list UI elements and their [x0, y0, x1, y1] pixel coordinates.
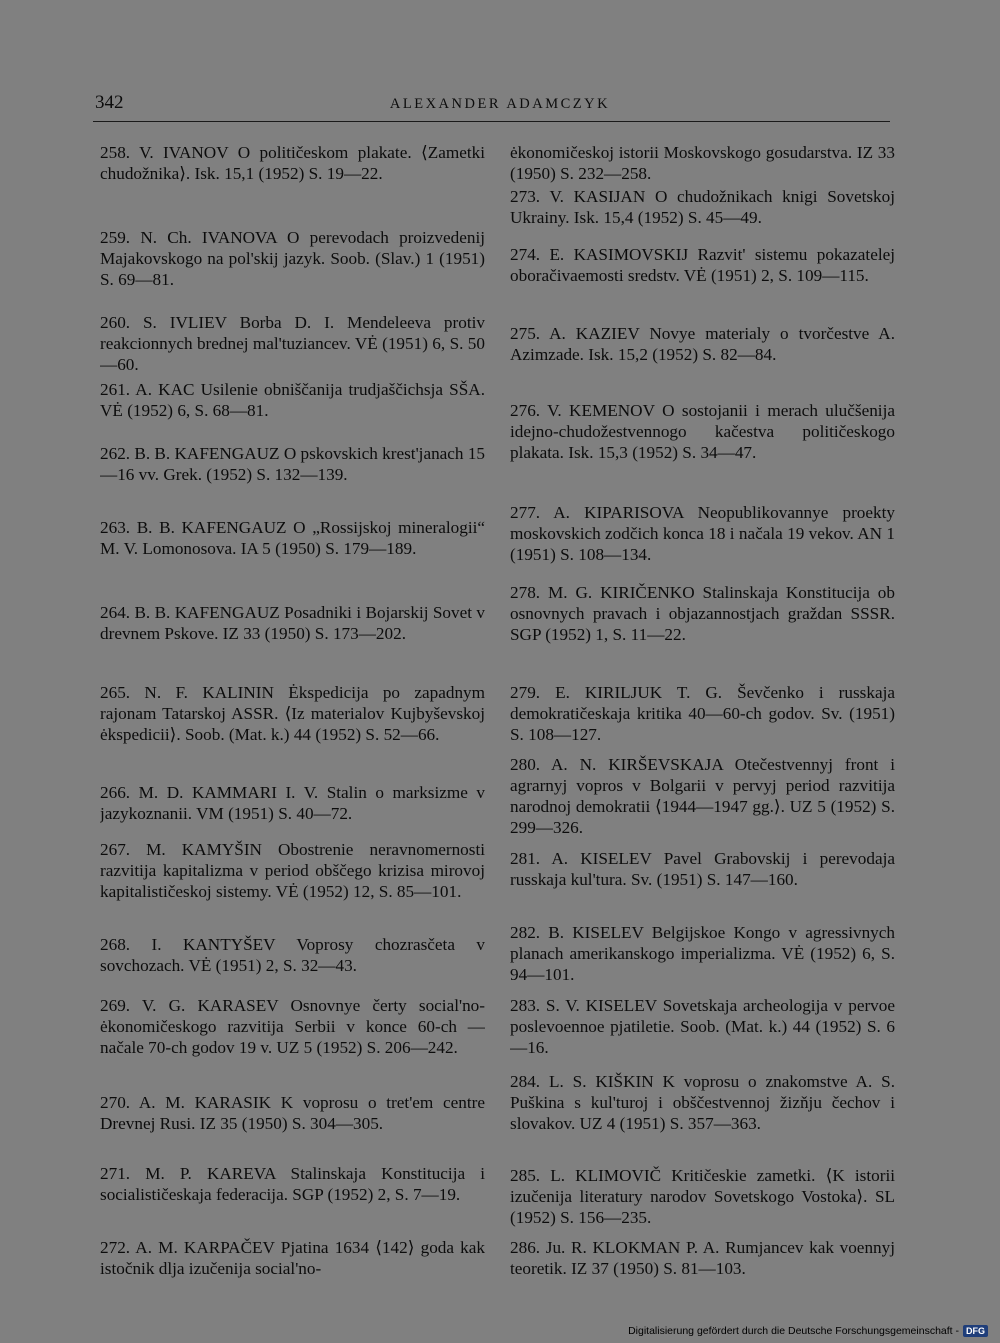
bibliography-entry: 285. L. KLIMOVIČ Kritičeskie zametki. ⟨K istorii izučenija literatury narodov Sovetskogo Vostoka⟩. SL (1952) S. 156—235. [510, 1166, 895, 1227]
page-number: 342 [95, 92, 124, 113]
bibliography-entry: 275. A. KAZIEV Novye materialy o tvorčestve A. Azimzade. Isk. 15,2 (1952) S. 82—84. [510, 324, 895, 364]
bibliography-entry: 269. V. G. KARASEV Osnovnye čerty social'no-ėkonomičeskogo razvitija Serbii v konce 60-ch — načale 70-ch godov 19 v. UZ 5 (1952) S. 206—242. [100, 996, 485, 1057]
bibliography-entry: 281. A. KISELEV Pavel Grabovskij i perevodaja russkaja kul'tura. Sv. (1951) S. 147—160. [510, 849, 895, 889]
bibliography-entry: 271. M. P. KAREVA Stalinskaja Konstitucija i socialističeskaja federacija. SGP (1952) 2, S. 7—19. [100, 1164, 485, 1204]
bibliography-entry: 286. Ju. R. KLOKMAN P. A. Rumjancev kak voennyj teoretik. IZ 37 (1950) S. 81—103. [510, 1238, 895, 1278]
bibliography-entry: 268. I. KANTYŠEV Voprosy chozrasčeta v sovchozach. VĖ (1951) 2, S. 32—43. [100, 935, 485, 975]
running-head: ALEXANDER ADAMCZYK [389, 96, 611, 112]
bibliography-entry: 270. A. M. KARASIK K voprosu o tret'em centre Drevnej Rusi. IZ 35 (1950) S. 304—305. [100, 1093, 485, 1133]
bibliography-entry: 283. S. V. KISELEV Sovetskaja archeologija v pervoe poslevoennoe pjatiletie. Soob. (Mat. k.) 44 (1952) S. 6—16. [510, 996, 895, 1057]
bibliography-entry: 272. A. M. KARPAČEV Pjatina 1634 ⟨142⟩ goda kak istočnik dlja izučenija social'no- [100, 1238, 485, 1278]
header-rule [93, 121, 890, 122]
bibliography-entry: 260. S. IVLIEV Borba D. I. Mendeleeva protiv reakcionnych brednej mal'tuziancev. VĖ (1951) 6, S. 50—60. [100, 313, 485, 374]
bibliography-entry: 276. V. KEMENOV O sostojanii i merach ulučšenija idejno-chudožestvennogo kačestva političeskogo plakata. Isk. 15,3 (1952) S. 34—47. [510, 401, 895, 462]
bibliography-entry: 261. A. KAC Usilenie obniščanija trudjaščichsja SŠA. VĖ (1952) 6, S. 68—81. [100, 380, 485, 420]
bibliography-entry: 266. M. D. KAMMARI I. V. Stalin o marksizme v jazykoznanii. VM (1951) S. 40—72. [100, 783, 485, 823]
bibliography-entry: 274. E. KASIMOVSKIJ Razvit' sistemu pokazatelej oboračivaemosti sredstv. VĖ (1951) 2, S. 109—115. [510, 245, 895, 285]
bibliography-entry: 280. A. N. KIRŠEVSKAJA Otečestvennyj front i agrarnyj vopros v Bolgarii v pervyj period razvitija narodnoj demokratii ⟨1944—1947 gg.⟩. UZ 5 (1952) S. 299—326. [510, 755, 895, 837]
bibliography-entry: 265. N. F. KALININ Ėkspedicija po zapadnym rajonam Tatarskoj ASSR. ⟨Iz materialov Kujbyševskoj ėkspedicii⟩. Soob. (Mat. k.) 44 (1952) S. 52—66. [100, 683, 485, 744]
footer [628, 1325, 988, 1337]
bibliography-entry: ėkonomičeskoj istorii Moskovskogo gosudarstva. IZ 33 (1950) S. 232—258. [510, 143, 895, 183]
bibliography-entry: 284. L. S. KIŠKIN K voprosu o znakomstve A. S. Puškina s kul'turoj i obščestvennoj žizňju čechov i slovakov. UZ 4 (1951) S. 357—363. [510, 1072, 895, 1133]
bibliography-entry: 258. V. IVANOV O političeskom plakate. ⟨Zametki chudožnika⟩. Isk. 15,1 (1952) S. 19—22. [100, 143, 485, 183]
bibliography-entry: 262. B. B. KAFENGAUZ O pskovskich krest'janach 15—16 vv. Grek. (1952) S. 132—139. [100, 444, 485, 484]
dfg-logo: DFG [963, 1325, 988, 1337]
bibliography-entry: 279. E. KIRILJUK T. G. Ševčenko i russkaja demokratičeskaja kritika 40—60-ch godov. Sv. (1951) S. 108—127. [510, 683, 895, 744]
bibliography-entry: 278. M. G. KIRIČENKO Stalinskaja Konstitucija ob osnovnych pravach i objazannostjach graždan SSSR. SGP (1952) 1, S. 11—22. [510, 583, 895, 644]
bibliography-entry: 273. V. KASIJAN O chudožnikach knigi Sovetskoj Ukrainy. Isk. 15,4 (1952) S. 45—49. [510, 187, 895, 227]
bibliography-entry: 259. N. Ch. IVANOVA O perevodach proizvedenij Majakovskogo na pol'skij jazyk. Soob. (Slav.) 1 (1951) S. 69—81. [100, 228, 485, 289]
bibliography-entry: 277. A. KIPARISOVA Neopublikovannye proekty moskovskich zodčich konca 18 i načala 19 vekov. AN 1 (1951) S. 108—134. [510, 503, 895, 564]
bibliography-entry: 267. M. KAMYŠIN Obostrenie neravnomernosti razvitija kapitalizma v period obščego krizisa mirovoj kapitalističeskoj sistemy. VĖ (1952) 12, S. 85—101. [100, 840, 485, 901]
bibliography-entry: 264. B. B. KAFENGAUZ Posadniki i Bojarskij Sovet v drevnem Pskove. IZ 33 (1950) S. 173—202. [100, 603, 485, 643]
bibliography-entry: 263. B. B. KAFENGAUZ O „Rossijskoj mineralogii“ M. V. Lomonosova. IA 5 (1950) S. 179—189. [100, 518, 485, 558]
bibliography-entry: 282. B. KISELEV Belgijskoe Kongo v agressivnych planach amerikanskogo imperializma. VĖ (1952) 6, S. 94—101. [510, 923, 895, 984]
footer-text: Digitalisierung gefördert durch die Deutsche Forschungsgemeinschaft - [628, 1325, 959, 1337]
